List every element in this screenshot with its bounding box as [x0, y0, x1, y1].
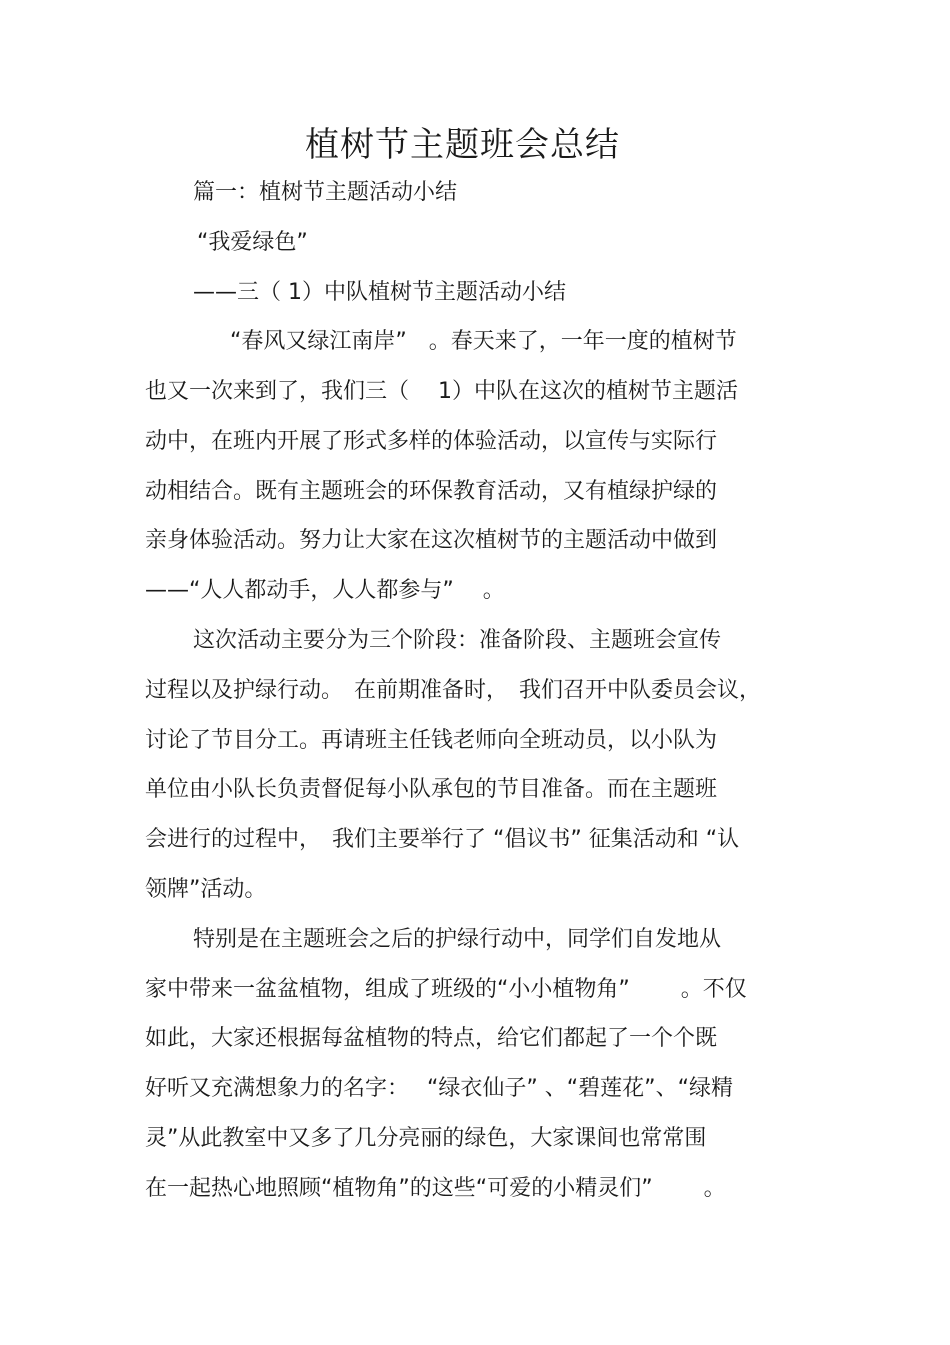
- paragraph-line: 动中，在班内开展了形式多样的体验活动，以宣传与实际行: [145, 429, 718, 454]
- paragraph-line: 如此，大家还根据每盆植物的特点，给它们都起了一个个既: [145, 1026, 718, 1051]
- paragraph-line: 灵”从此教室中又多了几分亮丽的绿色，大家课间也常常围: [145, 1126, 707, 1151]
- paragraph-line: 单位由小队长负责督促每小队承包的节目准备。而在主题班: [145, 777, 718, 802]
- section-heading: 篇一：植树节主题活动小结: [193, 180, 458, 205]
- paragraph-line: 讨论了节目分工。再请班主任钱老师向全班动员，以小队为: [145, 728, 718, 753]
- paragraph-line: “春风又绿江南岸” 。春天来了，一年一度的植树节: [230, 329, 737, 354]
- activity-theme: “我爱绿色”: [197, 230, 308, 255]
- paragraph-line: 特别是在主题班会之后的护绿行动中，同学们自发地从: [193, 927, 722, 952]
- paragraph-line: 动相结合。既有主题班会的环保教育活动，又有植绿护绿的: [145, 479, 718, 504]
- paragraph-line: ——“人人都动手，人人都参与” 。: [145, 578, 505, 603]
- document-title: 植树节主题班会总结: [305, 125, 620, 165]
- paragraph-line: 亲身体验活动。努力让大家在这次植树节的主题活动中做到: [145, 528, 718, 553]
- paragraph-line: 过程以及护绿行动。 在前期准备时， 我们召开中队委员会议，: [145, 678, 762, 703]
- paragraph-line: 在一起热心地照顾“植物角”的这些“可爱的小精灵们” 。: [145, 1176, 726, 1201]
- paragraph-line: 好听又充满想象力的名字： “绿衣仙子” 、“碧莲花”、“绿精: [145, 1076, 733, 1101]
- paragraph-line: 家中带来一盆盆植物，组成了班级的“小小植物角” 。不仅: [145, 977, 747, 1002]
- paragraph-line: 也又一次来到了，我们三（ 1）中队在这次的植树节主题活: [145, 379, 738, 404]
- activity-subtitle: ——三（ 1）中队植树节主题活动小结: [193, 280, 566, 305]
- paragraph-line: 这次活动主要分为三个阶段：准备阶段、主题班会宣传: [193, 628, 722, 653]
- paragraph-line: 会进行的过程中， 我们主要举行了 “倡议书” 征集活动和 “认: [145, 827, 740, 852]
- paragraph-line: 领牌”活动。: [145, 877, 267, 902]
